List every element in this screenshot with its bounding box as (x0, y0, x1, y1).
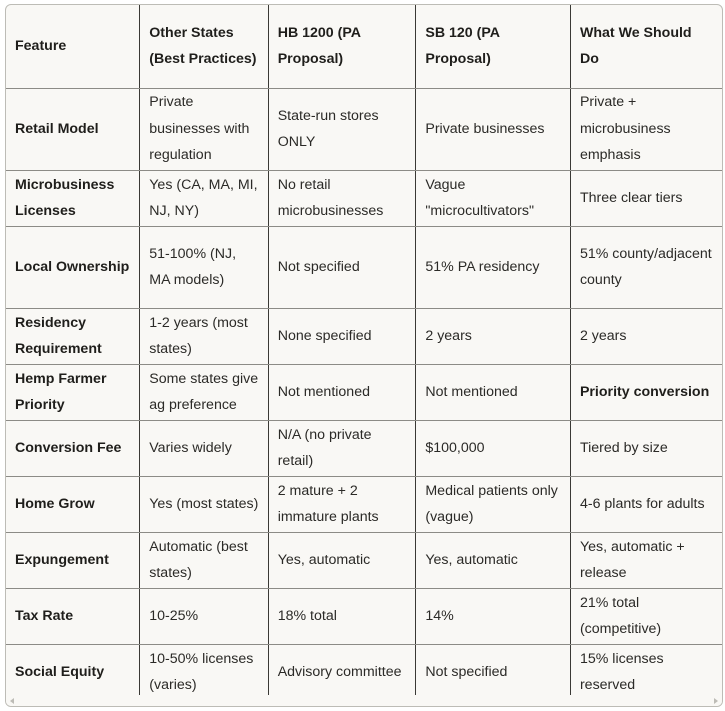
row-feature: Local Ownership (6, 226, 140, 308)
row-feature: Social Equity (6, 644, 140, 700)
cell-recommendation: 2 years (570, 308, 722, 364)
cell-sb120: Yes, automatic (416, 532, 571, 588)
cell-recommendation: Three clear tiers (570, 170, 722, 226)
cell-recommendation: Tiered by size (570, 420, 722, 476)
cell-recommendation: Priority conversion (570, 364, 722, 420)
table-row (6, 308, 722, 364)
cell-recommendation: Yes, automatic + release (570, 532, 722, 588)
comparison-table (6, 5, 722, 700)
row-feature: Hemp Farmer Priority (6, 364, 140, 420)
horizontal-scrollbar[interactable] (6, 695, 722, 706)
cell-sb120: Not specified (416, 644, 571, 700)
header-sb120: SB 120 (PA Proposal) (416, 5, 571, 88)
table-row (6, 588, 722, 644)
cell-other-states: Varies widely (140, 420, 268, 476)
comparison-table-container (5, 4, 723, 707)
cell-other-states: Automatic (best states) (140, 532, 268, 588)
cell-hb1200: Not specified (268, 226, 416, 308)
table-row (6, 364, 722, 420)
table-row (6, 420, 722, 476)
cell-other-states: Yes (CA, MA, MI, NJ, NY) (140, 170, 268, 226)
table-row (6, 476, 722, 532)
scroll-left-arrow-icon[interactable] (10, 698, 14, 704)
table-row (6, 88, 722, 170)
cell-sb120: 14% (416, 588, 571, 644)
cell-recommendation: 21% total (competitive) (570, 588, 722, 644)
cell-hb1200: Yes, automatic (268, 532, 416, 588)
row-feature: Residency Requirement (6, 308, 140, 364)
cell-sb120: Vague "microcultivators" (416, 170, 571, 226)
scroll-right-arrow-icon[interactable] (714, 698, 718, 704)
cell-hb1200: None specified (268, 308, 416, 364)
cell-sb120: Medical patients only (vague) (416, 476, 571, 532)
header-hb1200: HB 1200 (PA Proposal) (268, 5, 416, 88)
table-row (6, 226, 722, 308)
cell-other-states: 1-2 years (most states) (140, 308, 268, 364)
cell-other-states: 10-25% (140, 588, 268, 644)
row-feature: Expungement (6, 532, 140, 588)
table-header-row (6, 5, 722, 88)
table-row (6, 532, 722, 588)
cell-other-states: 10-50% licenses (varies) (140, 644, 268, 700)
cell-recommendation: Private + microbusiness emphasis (570, 88, 722, 170)
cell-sb120: $100,000 (416, 420, 571, 476)
cell-sb120: Not mentioned (416, 364, 571, 420)
cell-hb1200: State-run stores ONLY (268, 88, 416, 170)
table-row (6, 170, 722, 226)
header-other-states: Other States (Best Practices) (140, 5, 268, 88)
cell-hb1200: N/A (no private retail) (268, 420, 416, 476)
cell-sb120: 51% PA residency (416, 226, 571, 308)
cell-sb120: Private businesses (416, 88, 571, 170)
row-feature: Retail Model (6, 88, 140, 170)
cell-hb1200: 18% total (268, 588, 416, 644)
cell-hb1200: Advisory committee (268, 644, 416, 700)
cell-other-states: Some states give ag preference (140, 364, 268, 420)
cell-sb120: 2 years (416, 308, 571, 364)
header-what-we-should-do: What We Should Do (570, 5, 722, 88)
cell-recommendation: 51% county/adjacent county (570, 226, 722, 308)
row-feature: Microbusiness Licenses (6, 170, 140, 226)
cell-recommendation: 4-6 plants for adults (570, 476, 722, 532)
cell-other-states: Yes (most states) (140, 476, 268, 532)
cell-recommendation: 15% licenses reserved (579, 650, 664, 694)
cell-other-states: 51-100% (NJ, MA models) (140, 226, 268, 308)
cell-hb1200: No retail microbusinesses (268, 170, 416, 226)
cell-hb1200: 2 mature + 2 immature plants (268, 476, 416, 532)
table-row (6, 644, 722, 700)
cell-other-states: Private businesses with regulation (140, 88, 268, 170)
row-feature: Home Grow (6, 476, 140, 532)
row-feature: Conversion Fee (6, 420, 140, 476)
header-feature: Feature (6, 5, 140, 88)
cell-hb1200: Not mentioned (268, 364, 416, 420)
row-feature: Tax Rate (6, 588, 140, 644)
